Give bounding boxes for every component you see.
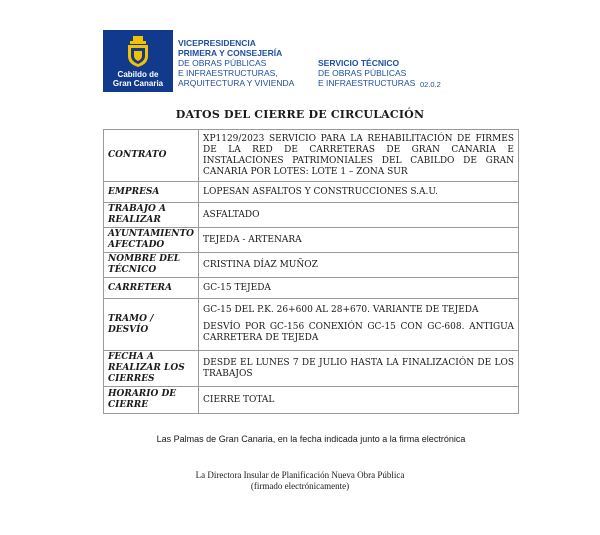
label-carretera: CARRETERA [104, 278, 199, 299]
dept-line-5: ARQUITECTURA Y VIVIENDA [178, 78, 295, 88]
value-fecha: DESDE EL LUNES 7 DE JULIO HASTA LA FINALIZACIÓN DE LOS TRABAJOS [199, 351, 519, 387]
logo-line-2: Gran Canaria [112, 79, 164, 88]
value-trabajo: ASFALTADO [199, 203, 519, 228]
closure-data-table [103, 129, 519, 414]
label-contrato: CONTRATO [104, 130, 199, 182]
place-date-line: Las Palmas de Gran Canaria, en la fecha indicada junto a la firma electrónica [156, 434, 466, 444]
value-tramo [199, 299, 519, 351]
department-block [178, 38, 294, 88]
signed-note: (firmado electrónicamente) [250, 481, 350, 491]
label-empresa: EMPRESA [104, 182, 199, 203]
service-line-2: DE OBRAS PÚBLICAS [318, 68, 407, 78]
coat-of-arms-icon [121, 34, 155, 68]
table-row [104, 299, 519, 351]
logo-line-1: Cabildo de [117, 70, 159, 79]
value-ayuntamiento: TEJEDA - ARTENARA [199, 228, 519, 253]
signer-title: La Directora Insular de Planificación Nueva Obra Pública [195, 470, 405, 480]
dept-line-1: VICEPRESIDENCIA [178, 38, 256, 48]
value-horario: CIERRE TOTAL [199, 387, 519, 414]
table-row [104, 228, 519, 253]
value-empresa: LOPESAN ASFALTOS Y CONSTRUCCIONES S.A.U. [199, 182, 519, 203]
signature-block [0, 470, 600, 492]
table-row [104, 182, 519, 203]
value-tecnico: CRISTINA DÍAZ MUÑOZ [199, 253, 519, 278]
value-carretera: GC-15 TEJEDA [199, 278, 519, 299]
label-ayuntamiento: AYUNTAMIENTO AFECTADO [104, 228, 199, 253]
tramo-text: GC-15 DEL P.K. 26+600 AL 28+670. VARIANTE DE TEJEDA [203, 305, 479, 315]
label-tramo: TRAMO / DESVÍO [104, 299, 199, 351]
label-tecnico: NOMBRE DEL TÉCNICO [104, 253, 199, 278]
service-block [318, 58, 415, 88]
label-fecha: FECHA A REALIZAR LOS CIERRES [104, 351, 199, 387]
table-row [104, 253, 519, 278]
document-title: DATOS DEL CIERRE DE CIRCULACIÓN [175, 108, 425, 121]
service-code: 02.0.2 [420, 80, 441, 89]
table-row [104, 130, 519, 182]
dept-line-3: DE OBRAS PÚBLICAS [178, 58, 267, 68]
label-trabajo: TRABAJO A REALIZAR [104, 203, 199, 228]
table-row [104, 278, 519, 299]
desvio-text: DESVÍO POR GC-156 CONEXIÓN GC-15 CON GC-608. ANTIGUA CARRETERA DE TEJEDA [203, 322, 514, 343]
service-line-1: SERVICIO TÉCNICO [318, 58, 400, 68]
table-row [104, 351, 519, 387]
table-row [104, 387, 519, 414]
service-line-3: E INFRAESTRUCTURAS [318, 78, 416, 88]
dept-line-4: E INFRAESTRUCTURAS, [178, 68, 278, 78]
cabildo-logo [103, 30, 173, 92]
dept-line-2: PRIMERA Y CONSEJERÍA [178, 48, 283, 58]
table-row [104, 203, 519, 228]
label-horario: HORARIO DE CIERRE [104, 387, 199, 414]
logo-text [103, 70, 173, 88]
value-contrato: XP1129/2023 SERVICIO PARA LA REHABILITACIÓN DE FIRMES DE LA RED DE CARRETERAS DE GRAN CANARIA E INSTALACIONES PATRIMONIALES DEL CABILDO DE GRAN CANARIA POR LOTES: LOTE 1 – ZONA SUR [199, 130, 519, 182]
